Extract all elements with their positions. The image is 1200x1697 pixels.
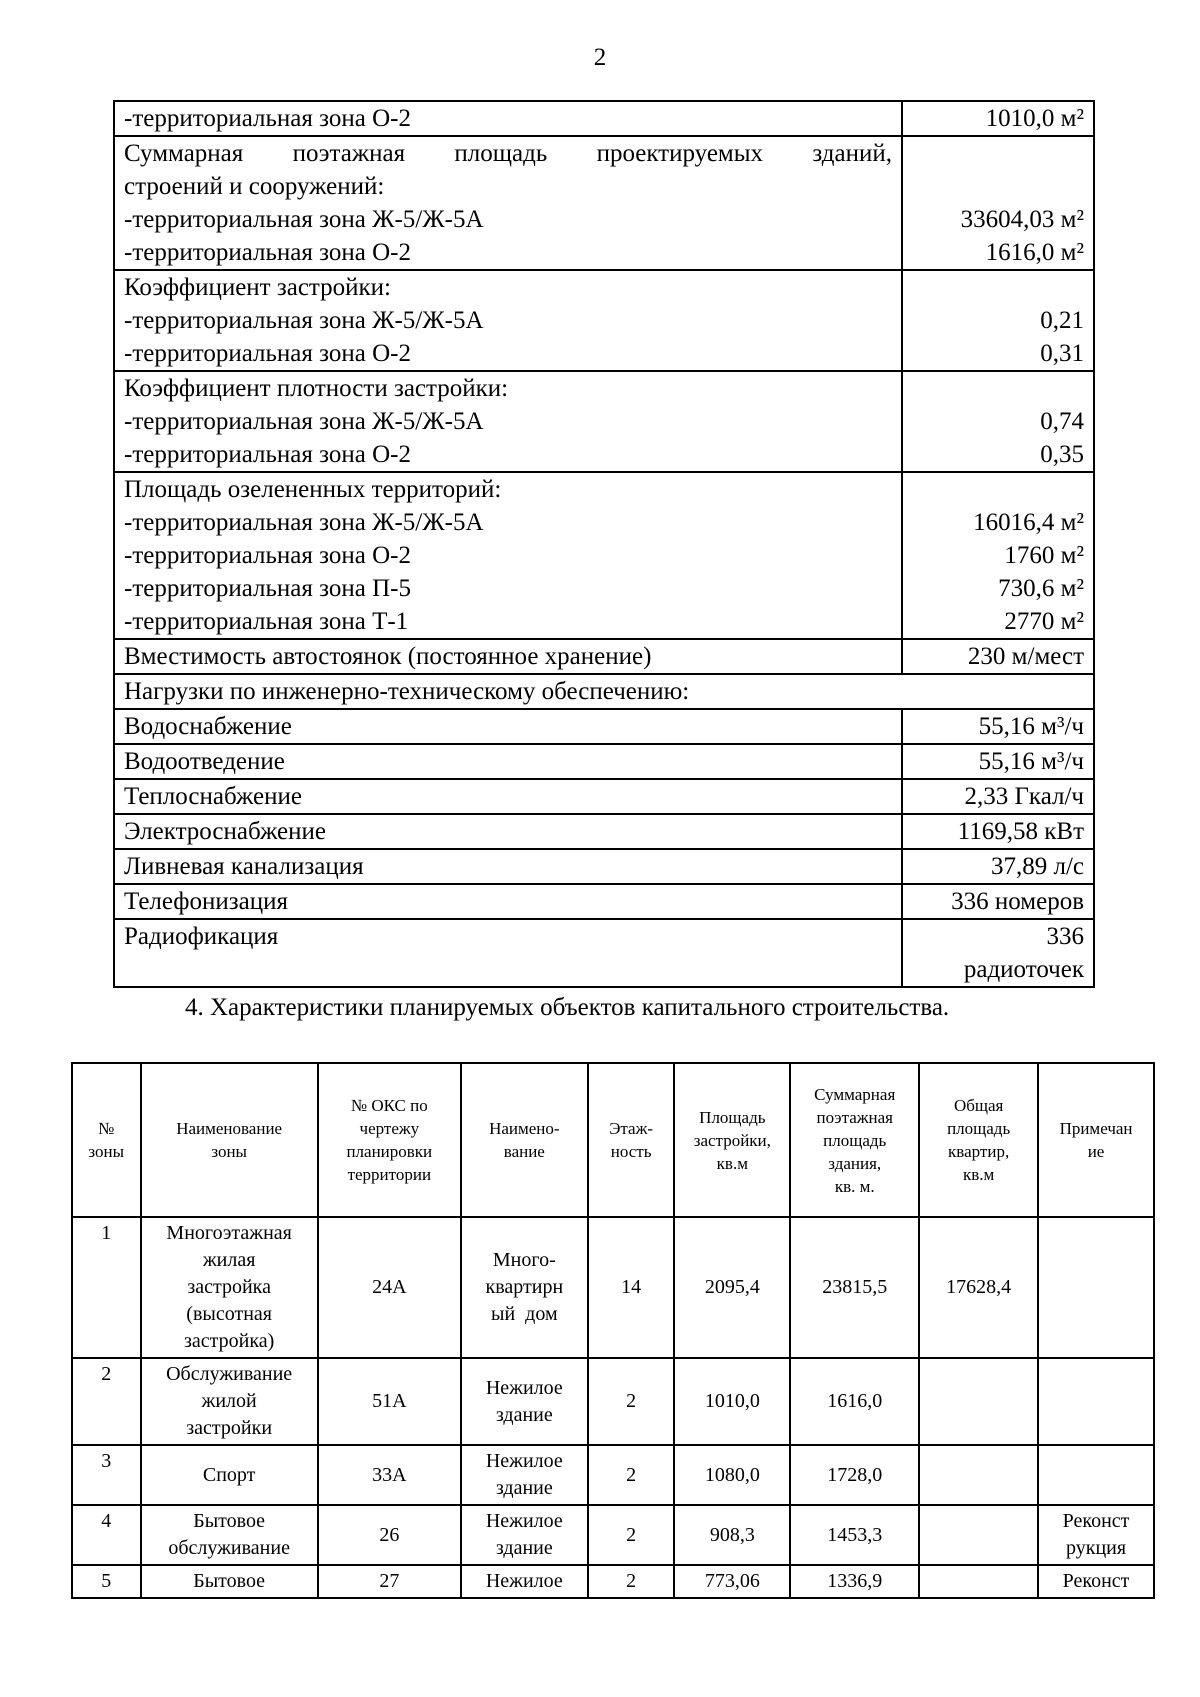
cell-zone-name [141,1505,318,1565]
param-line: -территориальная зона О-2 [124,239,411,266]
cell-total-floor-area: 1336,9 [790,1565,919,1598]
value-cell [902,744,1094,779]
param-cell [114,744,902,779]
cell-total-floor-area: 23815,5 [790,1217,919,1358]
table-row [114,849,1094,884]
cell-total-floor-area: 1728,0 [790,1445,919,1505]
table-row [114,674,1094,709]
table-row [114,884,1094,919]
param-heading: Коэффициент плотности застройки: [124,375,509,402]
cell-line: Нежилое [485,1450,563,1472]
header-line: ие [1087,1142,1105,1161]
param-line: -территориальная зона Ж-5/Ж-5А [124,509,484,536]
cell-apt-area [919,1505,1038,1565]
param-line: -территориальная зона Ж-5/Ж-5А [124,206,484,233]
header-line: чертежу [359,1119,420,1138]
param-label: Теплоснабжение [124,783,302,810]
header-line: кв.м [962,1165,995,1184]
value-cell [902,709,1094,744]
cell-note [1038,1445,1154,1505]
param-label: Радиофикация [124,923,279,950]
cell-build-area: 1080,0 [674,1445,790,1505]
cell-zone-no: 2 [72,1358,141,1445]
value-cell [902,779,1094,814]
cell-note [1038,1358,1154,1445]
param-heading: Суммарная поэтажная площадь проектируемых зданий, [124,140,892,167]
param-cell [114,884,902,919]
table-row [114,919,1094,987]
cell-line: Нежилое [485,1570,563,1592]
oks-table [71,1062,1155,1599]
param-value: 230 м/мест [967,643,1084,670]
cell-floors: 2 [588,1358,675,1445]
table-row [114,639,1094,674]
header-line: Площадь [699,1107,766,1127]
header-line: здания, [828,1153,882,1173]
cell-build-area: 2095,4 [674,1217,790,1358]
header-line: кв. м. [834,1176,875,1196]
header-line: ность [610,1142,652,1161]
param-cell [114,371,902,472]
header-floors [588,1063,675,1217]
param-heading: Площадь озелененных территорий: [124,476,502,503]
value-cell [902,101,1094,136]
table-row [72,1445,1154,1505]
header-line: Общая [953,1096,1004,1115]
param-heading-cont: строений и сооружений: [124,173,385,200]
param-value: 2770 м² [1004,608,1084,635]
value-cell [902,919,1094,987]
param-cell [114,779,902,814]
cell-build-area: 773,06 [674,1565,790,1598]
param-cell [114,270,902,371]
header-zone-name [141,1063,318,1217]
param-label: Водоотведение [124,748,285,775]
cell-floors: 2 [588,1505,675,1565]
cell-note [1038,1505,1154,1565]
cell-line: застройки [186,1417,273,1439]
cell-floors: 14 [588,1217,675,1358]
cell-line: жилая [202,1249,256,1271]
header-total-floor-area [790,1063,919,1217]
table-row [114,270,1094,371]
param-value: 55,16 м³/ч [978,748,1084,775]
header-line: планировки [346,1142,433,1161]
param-line: -территориальная зона О-2 [124,542,411,569]
cell-line: Многоэтажная [166,1222,292,1244]
param-value: 0,21 [1040,307,1084,334]
header-line: территории [347,1165,432,1184]
param-value: 1169,58 кВт [957,818,1084,845]
header-line: зоны [88,1142,125,1161]
header-line: поэтажная [816,1107,893,1127]
cell-line: Бытовое [193,1510,266,1532]
table-row [72,1565,1154,1598]
param-cell [114,639,902,674]
header-apt-area [919,1063,1038,1217]
param-cell [114,709,902,744]
param-cell [114,472,902,639]
cell-line: жилой [201,1390,257,1412]
param-value: 0,74 [1040,408,1084,435]
value-cell [902,814,1094,849]
cell-line: Реконст [1062,1570,1130,1592]
cell-oks-no: 33А [318,1445,461,1505]
page-number: 2 [593,44,607,71]
header-oks-no [318,1063,461,1217]
header-line: застройки, [693,1130,771,1150]
cell-name [461,1565,588,1598]
cell-floors: 2 [588,1565,675,1598]
param-value: радиоточек [963,956,1084,983]
param-value: 2,33 Гкал/ч [964,783,1084,810]
param-value: 0,31 [1040,340,1084,367]
header-line: площадь [947,1119,1011,1138]
parameters-table [113,100,1095,988]
cell-zone-no: 1 [72,1217,141,1358]
cell-line: застройка) [184,1330,275,1352]
table-row [114,779,1094,814]
param-line: -территориальная зона Ж-5/Ж-5А [124,408,484,435]
header-line: № [98,1119,115,1138]
header-line: зоны [211,1142,247,1161]
value-cell [902,884,1094,919]
cell-note [1038,1217,1154,1358]
cell-zone-name [141,1445,318,1505]
cell-line: Нежилое [485,1376,563,1399]
cell-line: рукция [1066,1537,1127,1559]
param-line: -территориальная зона Ж-5/Ж-5А [124,307,484,334]
cell-line: здание [495,1477,553,1499]
cell-line: Обслуживание [166,1363,293,1385]
cell-name [461,1505,588,1565]
header-note [1038,1063,1154,1217]
param-cell [114,136,902,270]
table-row [72,1505,1154,1565]
header-line: вание [503,1142,545,1161]
header-line: Примечан [1059,1119,1133,1138]
table-row [114,472,1094,639]
value-cell [902,472,1094,639]
param-label: Нагрузки по инженерно-техническому обеспечению: [124,678,690,705]
param-cell [114,849,902,884]
cell-zone-name [141,1358,318,1445]
cell-apt-area [919,1445,1038,1505]
param-value: 336 [1046,923,1084,950]
cell-line: Бытовое [193,1570,266,1592]
param-cell [114,101,902,136]
cell-apt-area [919,1358,1038,1445]
value-cell [902,849,1094,884]
param-label: Ливневая канализация [124,853,364,880]
cell-zone-no: 5 [72,1565,141,1598]
table-row [114,814,1094,849]
table-header-row [72,1063,1154,1217]
cell-line: застройка [187,1276,271,1298]
table-row [114,101,1094,136]
param-value: 1010,0 м² [985,105,1084,132]
cell-name [461,1217,588,1358]
cell-name [461,1358,588,1445]
cell-line: здание [495,1537,553,1559]
header-zone-no [72,1063,141,1217]
cell-oks-no: 26 [318,1505,461,1565]
cell-total-floor-area: 1616,0 [790,1358,919,1445]
cell-name [461,1445,588,1505]
cell-oks-no: 51А [318,1358,461,1445]
param-value: 16016,4 м² [973,509,1084,536]
cell-line: ый дом [491,1303,558,1325]
header-line: Наимено- [489,1119,560,1138]
param-value: 730,6 м² [998,575,1084,602]
cell-line: (высотная [186,1303,272,1325]
cell-line: квартирн [485,1276,564,1298]
param-value: 0,35 [1040,441,1084,468]
section-heading: 4. Характеристики планируемых объектов капитального строительства. [185,994,950,1021]
cell-oks-no: 24А [318,1217,461,1358]
cell-note [1038,1565,1154,1598]
cell-apt-area: 17628,4 [919,1217,1038,1358]
cell-line: Спорт [202,1463,256,1486]
cell-line: Нежилое [485,1510,563,1532]
param-value: 1760 м² [1004,542,1084,569]
param-label: Телефонизация [124,888,288,915]
cell-zone-name [141,1565,318,1598]
param-value: 1616,0 м² [985,239,1084,266]
cell-total-floor-area: 1453,3 [790,1505,919,1565]
table-row [72,1358,1154,1445]
header-build-area [674,1063,790,1217]
cell-line: Много- [492,1249,556,1271]
cell-line: обслуживание [168,1537,290,1559]
header-line: № ОКС по [350,1096,428,1115]
param-heading: Коэффициент застройки: [124,274,392,301]
header-line: квартир, [948,1142,1010,1161]
value-cell [902,639,1094,674]
param-label: Водоснабжение [124,713,292,740]
param-line: -территориальная зона О-2 [124,340,411,367]
header-name [461,1063,588,1217]
param-cell [114,919,902,987]
param-value: 37,89 л/с [990,853,1084,880]
param-line: -территориальная зона П-5 [124,575,411,602]
header-line: Суммарная [814,1084,896,1104]
table-row [114,744,1094,779]
param-label: Вместимость автостоянок (постоянное хранение) [124,643,652,670]
table-row [114,136,1094,270]
cell-apt-area [919,1565,1038,1598]
cell-oks-no: 27 [318,1565,461,1598]
header-line: Наименование [176,1119,283,1138]
value-cell [902,136,1094,270]
param-label: Электроснабжение [124,818,326,845]
header-line: кв.м [716,1153,748,1173]
table-row [114,709,1094,744]
param-cell [114,814,902,849]
param-value: 55,16 м³/ч [978,713,1084,740]
cell-line: Реконст [1062,1510,1130,1532]
param-value: 336 номеров [951,888,1084,915]
value-cell [902,371,1094,472]
cell-zone-no: 3 [72,1445,141,1505]
header-line: Этаж- [609,1119,653,1138]
value-cell [902,270,1094,371]
cell-line: здание [495,1403,553,1426]
table-row [72,1217,1154,1358]
table-row [114,371,1094,472]
cell-build-area: 1010,0 [674,1358,790,1445]
param-value: 33604,03 м² [960,206,1084,233]
cell-zone-no: 4 [72,1505,141,1565]
cell-floors: 2 [588,1445,675,1505]
header-line: площадь [823,1130,887,1150]
param-line: -территориальная зона О-2 [124,105,411,132]
param-line: -территориальная зона Т-1 [124,608,409,635]
cell-build-area: 908,3 [674,1505,790,1565]
cell-zone-name [141,1217,318,1358]
section-row-cell [114,674,1094,709]
param-line: -территориальная зона О-2 [124,441,411,468]
